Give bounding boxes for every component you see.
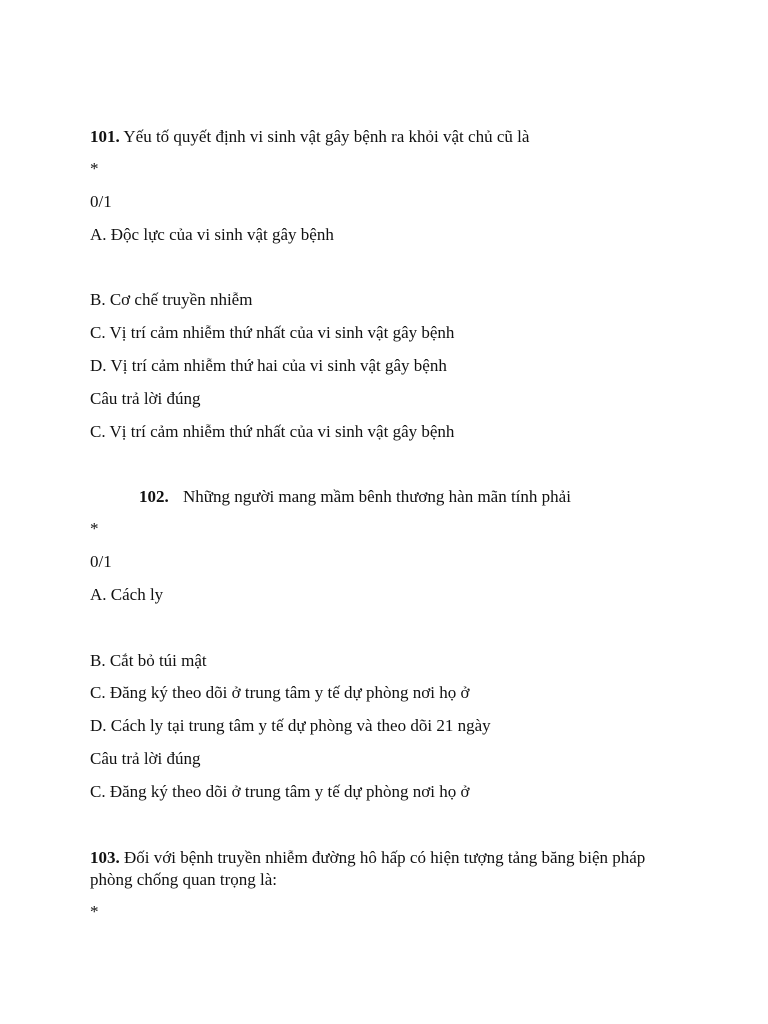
question-number: 103. xyxy=(90,848,120,867)
option-a: A. Cách ly xyxy=(90,585,164,604)
question-102-title xyxy=(139,486,571,508)
option-b: B. Cắt bỏ túi mật xyxy=(90,651,207,670)
required-mark: * xyxy=(90,159,99,178)
option-c: C. Đăng ký theo dõi ở trung tâm y tế dự phòng nơi họ ở xyxy=(90,683,470,702)
option-a: A. Độc lực của vi sinh vật gây bệnh xyxy=(90,225,334,244)
correct-answer: C. Đăng ký theo dõi ở trung tâm y tế dự phòng nơi họ ở xyxy=(90,782,470,801)
score: 0/1 xyxy=(90,552,112,571)
question-text: Những người mang mầm bênh thương hàn mãn tính phải xyxy=(183,487,571,506)
option-d: D. Cách ly tại trung tâm y tế dự phòng và theo dõi 21 ngày xyxy=(90,716,491,735)
question-number: 101. xyxy=(90,127,120,146)
question-text: Yếu tố quyết định vi sinh vật gây bệnh ra khỏi vật chủ cũ là xyxy=(123,127,530,146)
question-text: Đối với bệnh truyền nhiễm đường hô hấp có hiện tượng tảng băng biện pháp phòng chống quan trọng là: xyxy=(90,848,646,889)
correct-answer-label: Câu trả lời đúng xyxy=(90,389,201,408)
question-101-title xyxy=(90,126,529,148)
option-c: C. Vị trí cảm nhiễm thứ nhất của vi sinh vật gây bệnh xyxy=(90,323,455,342)
option-d: D. Vị trí cảm nhiễm thứ hai của vi sinh vật gây bệnh xyxy=(90,356,447,375)
correct-answer: C. Vị trí cảm nhiễm thứ nhất của vi sinh vật gây bệnh xyxy=(90,422,455,441)
option-b: B. Cơ chế truyền nhiễm xyxy=(90,290,253,309)
question-103-title xyxy=(90,847,680,891)
question-number: 102. xyxy=(139,487,169,506)
required-mark: * xyxy=(90,902,99,921)
required-mark: * xyxy=(90,519,99,538)
score: 0/1 xyxy=(90,192,112,211)
correct-answer-label: Câu trả lời đúng xyxy=(90,749,201,768)
